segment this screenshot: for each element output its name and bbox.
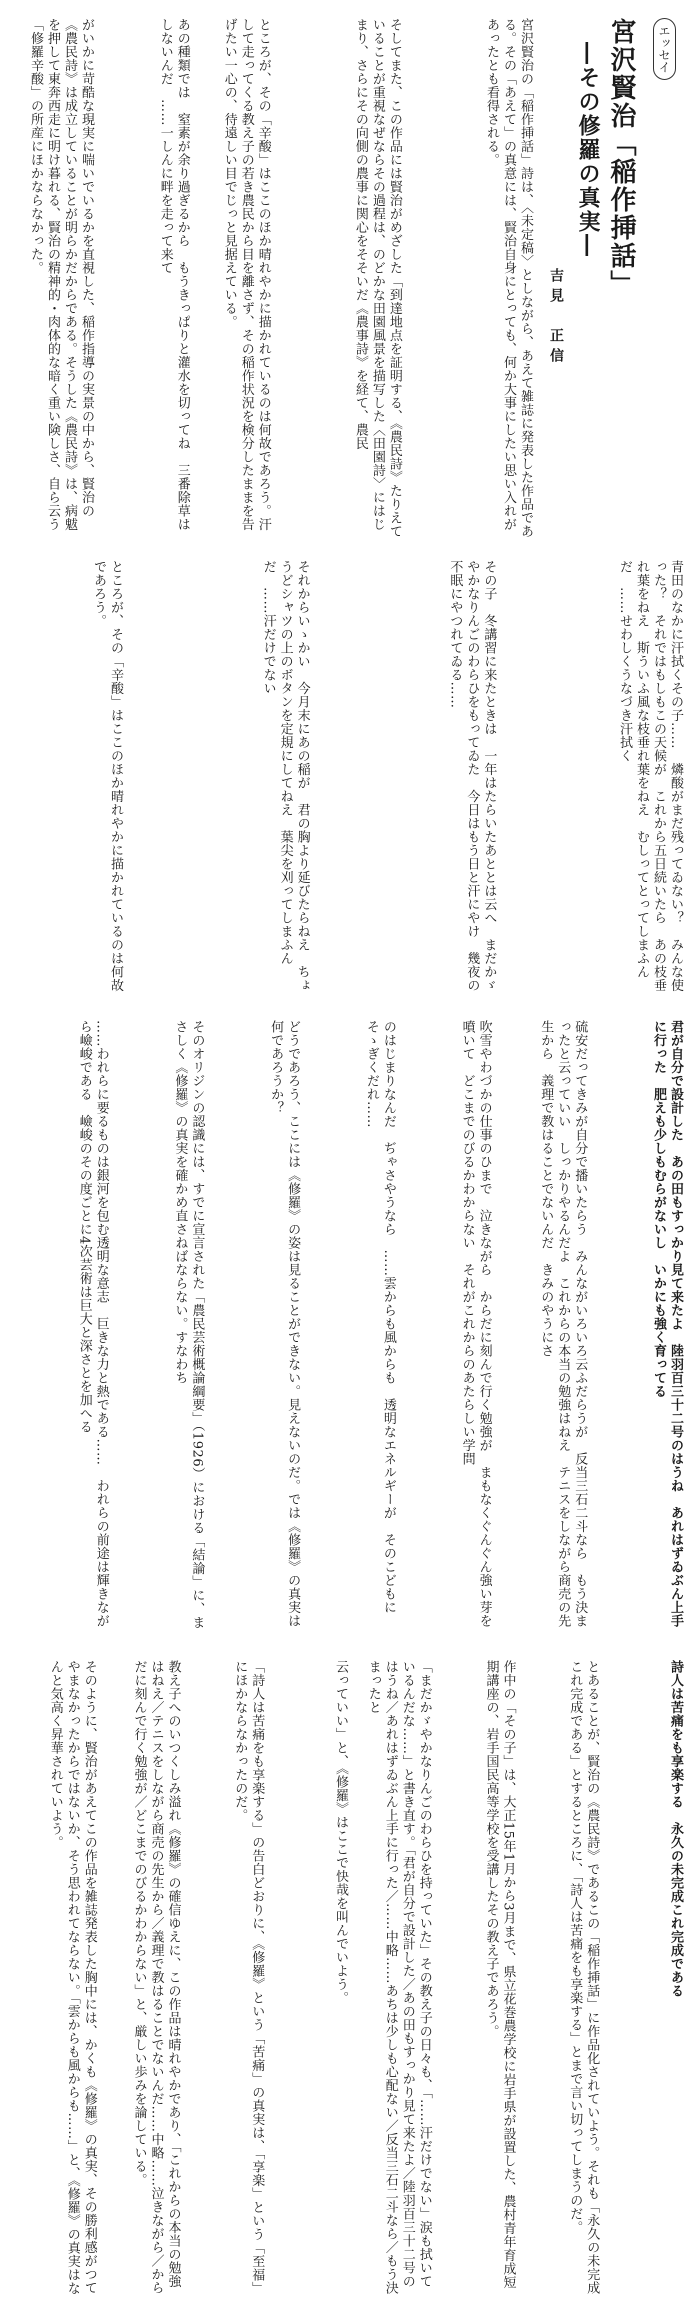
paragraph: そのオリジンの認識には、すでに宣言された「農民芸術概論綱要」（1926）における「結論」に、まさしく《修羅》の真実を確かめ直さねばならない。すなわち — [172, 1020, 205, 1630]
article-title: 宮沢賢治「稲作挿話」 — [606, 18, 636, 298]
paragraph: 教え子へのいつくしみ溢れ《修羅》の確信ゆえに、この作品は晴れやかであり、「これからの本当の勉強はねえ／テニスをしながら商売の先生から／義理で教はることでないんだ……中略……泣きながら／からだに刻んで行く勉強が／どこまでのびるかわからない」と、厳しい歩みを論している。 — [131, 1660, 181, 2295]
paragraph: 「まだかゞやかなりんごのわらひを持っていた」その教え子の日々も、「……汗だけでない」涙も拭いているんだな……」と書き直す。「君が自分で設計した／あの田もすっかり見て来たよ／陸羽百三十二号のはうね／あれはずゐぶん上手に行った／……中略……あちは少しも心配ない／反当三石二斗なら／もう決まったと — [365, 1660, 432, 2295]
paragraph: 宮沢賢治の「稲作挿話」詩は、〈未定稿〉としながら、あえて雑誌に発表した作品である。その「あえて」の真意には、賢治自身にとっても、何か大事にしたい思い入れがあったとも看得される。 — [484, 18, 533, 538]
poem-excerpt: あの種類では 窒素が余り過ぎるから もうきっぱりと灌水を切ってね 三番除草はしないんだ ……一しんに畔を走って来て — [157, 18, 190, 531]
paragraph: どうであろう、ここには《修羅》の姿は見ることができない。見えないのだ。では《修羅》の真実は何であろうか？ — [268, 1020, 301, 1628]
essay-badge: エッセイ — [653, 18, 676, 80]
text-band-3 — [14, 1020, 684, 1640]
text-band-2 — [14, 560, 684, 1000]
poem-excerpt: のはじまりなんだ ぢゃさやうなら ……雲からも風からも 透明なエネルギーが そのこどもにそゝぎくだれ…… — [363, 1020, 396, 1614]
poem-excerpt: 青田のなかに汗拭くその子…… 燐酸がまだ残ってゐない？ みんな使った？ それではもしもこの天候が これから五日続いたら あの枝垂れ葉をねえ 斯ういふ風な枝垂れ葉をねえ むしってとってしまふんだ ……せわしくうなづき汗拭く — [616, 560, 683, 992]
article-subtitle: ―その修羅の真実― — [575, 42, 601, 258]
poem-excerpt: それからいゝかい 今月末にあの稲が 君の胸より延びたらねえ ちょうどシャツの上のボタンを定規にしてねえ 葉尖を刈ってしまふんだ ……汗だけでない — [260, 560, 310, 992]
paragraph: 作中の「その子」は、大正15年1月から3月まで、県立花巻農学校に岩手県が設置した、農村青年育成短期講座の、岩手国民高等学校を受講したその教え子であろう。 — [483, 1660, 516, 2290]
text-band-4 — [14, 1660, 684, 2300]
paragraph: 「詩人は苦痛をも享楽する」の告白どおりに、《修羅》という「苦痛」の真実は、「享楽」という「至福」にほかならなかったのだ。 — [232, 1660, 265, 2295]
quote-excerpt: ……われらに要るものは銀河を包む透明な意志 巨きな力と熱である…… われらの前途は輝きながら嶮峻である 嶮峻のその度ごとに4次芸術は巨大と深さとを加へる — [76, 1020, 109, 1628]
text-band-1 — [14, 18, 684, 538]
poem-excerpt: 君が自分で設計した あの田もすっかり見て来たよ 陸羽百三十二号のはうね あれはずゐぶん上手に行った 肥えも少しもむらがないし いかにも強く育ってる — [651, 1020, 683, 1628]
poem-excerpt: 吹雪やわづかの仕事のひまで 泣きながら からだに刻んで行く勉強が まもなくぐんぐん強い芽を噴いて どこまでのびるかわからない それがこれからのあたらしい学問 — [459, 1020, 492, 1628]
paragraph: そしてまた、この作品には賢治がめざした「到達地点を証明する、《農民詩》たりえていることが重視なぜならその過程は、のどかな田園風景を描写した〈田園詩〉にはじまり、さらにその向側の農事に関心をそそいだ《農事詩》を経て、農民 — [352, 18, 402, 538]
quote-excerpt: 詩人は苦痛をも享楽する 永久の未完成これ完成である — [668, 1660, 683, 1998]
paragraph: とあることが、賢治の《農民詩》であるこの「稲作挿話」に作品化されていよう。それも「永久の未完成これ完成である」とするところに、「詩人は苦痛をも享楽する」とまで言い切ってしまうのだ。 — [567, 1660, 600, 2295]
poem-excerpt: 硫安だってきみが自分で播いたらう みんながいろいろ云ふだらうが 反当三石二斗なら もう決まったと云っていい しっかりやるんだよ これからの本当の勉強はねえ テニスをしながら商売の先生から 義理で教はることでないんだ きみのやうにさ — [538, 1020, 588, 1628]
paragraph: そのように、賢治があえてこの作品を雑誌発表した胸中には、かくも《修羅》の真実、その勝利感がつてやまなかったからではないか、そう思われてならない。「雲からも風からも……」と、《修羅》の真実はなんと気高く昇華されていよう。 — [47, 1660, 97, 2295]
paragraph: がいかに苛酷な現実に喘いでいるかを直視した、稲作指導の実景の中から、賢治の《農民詩》は成立していることが明らかだからである。そうした《農民詩》は、病魃を押して東奔西走に明け暮れる、賢治の精神的・肉体的な暗く重い険しさ、自ら云う「修羅辛酸」の所産にほかならなかった。 — [28, 18, 95, 531]
paragraph: 云っていい」と、《修羅》はここで快哉を叫んでいよう。 — [333, 1660, 348, 2005]
paragraph: ところが、その「辛酸」はここのほか晴れやかに描かれているのは何故であろう。汗して走ってくる教え子の若き農民から目を離さず、その稲作状況を検分したままを告げたい一心の、待遠しい目でじっと見据えている。 — [221, 18, 271, 531]
poem-excerpt: その子 冬講習に来たときは 一年はたらいたあととは云へ まだかゞやかなりんごのわらひをもってゐた 今日はもう日と汗にやけ 幾夜の不眠にやつれてゐる…… — [447, 560, 497, 992]
paragraph: ところが、その「辛酸」はここのほか晴れやかに描かれているのは何故であろう。 — [91, 560, 123, 992]
author-name: 吉見 正信 — [548, 268, 564, 368]
